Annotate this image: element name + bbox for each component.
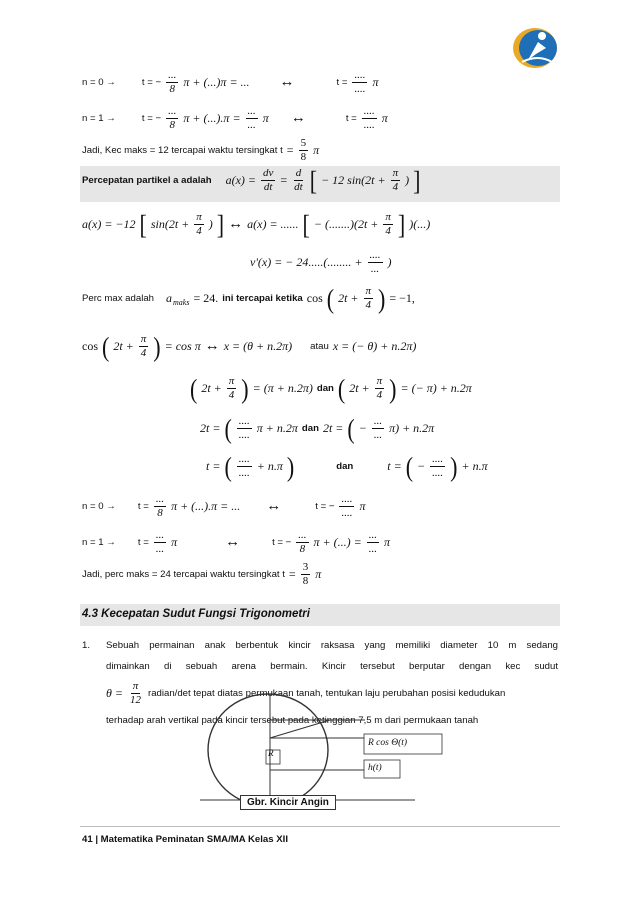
- expr: v'(x) = − 24.....(........ +: [250, 255, 363, 269]
- expr: = cos π: [164, 339, 201, 353]
- theta-eq: θ =: [106, 686, 123, 700]
- fraction: $\frac{\pi}{4}$: [196, 211, 202, 237]
- n-label: n = 0 →: [82, 501, 116, 512]
- expr: 2t =: [200, 421, 221, 435]
- eq: =: [280, 173, 288, 187]
- expr: sin(2t +: [150, 217, 190, 231]
- label-r: R: [268, 748, 274, 758]
- fraction: $\frac{5}{8}$: [300, 137, 307, 163]
- expr: 2t +: [338, 291, 359, 305]
- fraction: $\frac{...}{...}$: [368, 529, 377, 555]
- fraction: $\frac{\pi}{4}$: [385, 211, 391, 237]
- perc-max-line: Perc max adalah a maks = 24. ini tercapai ketika cos ( 2t + $\frac{\pi}{4}$ ) = −1,: [82, 282, 415, 314]
- pi: π: [315, 567, 322, 581]
- paren: ): [405, 173, 410, 187]
- fraction: $\frac{....}{....}$: [432, 453, 444, 479]
- pi: π: [359, 499, 366, 513]
- minus: −: [417, 459, 426, 473]
- fraction: $\frac{\pi}{4}$: [392, 167, 399, 193]
- label-h: h(t): [368, 763, 382, 773]
- acceleration-label: Percepatan partikel a adalah: [82, 175, 212, 186]
- conclusion-velocity: [82, 138, 319, 163]
- expr: 2t +: [201, 381, 222, 395]
- dan-text: dan: [301, 423, 319, 434]
- paren: ): [208, 217, 213, 231]
- iff-arrow-icon: ↔: [228, 216, 244, 232]
- paren: ): [387, 255, 392, 269]
- expr: x = (θ + n.2π): [223, 339, 293, 353]
- problem-line: Sebuah permainan anak berbentuk kincir raksasa yang memiliki diameter 10 m sedang: [106, 640, 558, 651]
- fraction: $\frac{...}{...}$: [247, 105, 256, 131]
- fraction: $\frac{...}{...}$: [155, 529, 165, 555]
- fraction: $\frac{....}{....}$: [363, 105, 375, 131]
- fraction: $\frac{\pi}{4}$: [140, 333, 147, 359]
- t-eq: t = −: [272, 537, 292, 548]
- expr: 2t +: [113, 339, 134, 353]
- fraction: $\frac{...}{...}$: [373, 415, 383, 441]
- fraction: $\frac{\pi}{4}$: [228, 375, 235, 401]
- expr: π + (...) =: [313, 535, 362, 549]
- t-eq: t = −: [315, 501, 335, 512]
- fraction: $\frac{...}{8}$: [298, 529, 307, 555]
- expr: + n.π: [461, 459, 488, 473]
- fraction: $\frac{....}{....}$: [354, 69, 366, 95]
- minus: −: [358, 421, 367, 435]
- fraction: $\frac{3}{8}$: [302, 561, 309, 587]
- t-eq: t =: [336, 77, 348, 88]
- pi: π: [372, 75, 379, 89]
- expr: π + (...).π =: [183, 111, 241, 125]
- line-n0-b: [82, 494, 366, 519]
- eq: =: [286, 143, 294, 157]
- expr: π + n.2π: [256, 421, 298, 435]
- t-eq: t = −: [141, 113, 162, 124]
- t-eq: t =: [345, 113, 357, 124]
- expr: 2t +: [349, 381, 370, 395]
- reading-figure-logo-icon: [508, 24, 562, 72]
- expr: x = (− θ) + n.2π): [332, 339, 417, 353]
- t-eq: t = −: [141, 77, 162, 88]
- dan-text: dan: [336, 461, 354, 472]
- n-label: n = 1 →: [82, 113, 116, 124]
- cos: cos: [82, 339, 98, 353]
- fraction: $\frac{\pi}{4}$: [376, 375, 383, 401]
- subscript: maks: [173, 298, 190, 307]
- section-title: 4.3 Kecepatan Sudut Fungsi Trigonometri: [82, 608, 310, 620]
- problem-line: radian/det tepat diatas permukaan tanah, tentukan laju perubahan posisi kedudukan: [148, 688, 506, 699]
- expr: π) + n.2π: [389, 421, 435, 435]
- problem-number: 1.: [82, 640, 91, 651]
- iff-arrow-icon: ↔: [204, 338, 220, 354]
- pi: π: [313, 143, 320, 157]
- n-label: n = 1 →: [82, 537, 116, 548]
- line-n0-a: [82, 70, 379, 95]
- expr: π + (...)π = ...: [183, 75, 250, 89]
- expr: = −1,: [389, 291, 415, 305]
- fraction: $\frac{....}{....}$: [238, 453, 250, 479]
- ferris-wheel-diagram: [200, 690, 450, 810]
- expr: π + (...).π = ...: [171, 499, 241, 513]
- pi: π: [383, 535, 390, 549]
- conclusion-acceleration: [82, 562, 321, 587]
- logo: [508, 24, 562, 72]
- footer-text: 41 | Matematika Peminatan SMA/MA Kelas XII: [82, 834, 288, 845]
- expr: − (.......)(2t +: [313, 217, 379, 231]
- fraction: $\frac{...}{8}$: [168, 105, 177, 131]
- expr: t =: [206, 459, 221, 473]
- line-n1-b: [82, 530, 390, 555]
- perc-max-text: Perc max adalah: [82, 293, 154, 304]
- expr: = (− π) + n.2π: [400, 381, 472, 395]
- fraction: $\frac{\pi}{12}$: [130, 680, 141, 706]
- expr: a(x) = ......: [247, 217, 299, 231]
- iff-arrow-icon: ↔: [290, 110, 306, 126]
- expr: a(x) = −12: [82, 217, 136, 231]
- fraction: $\frac{....}{....}$: [238, 415, 250, 441]
- condition-text: ini tercapai ketika: [222, 293, 303, 304]
- ferris-wheel-figure: [200, 690, 450, 810]
- a-var: a: [166, 291, 172, 305]
- vprime-line: [250, 250, 392, 275]
- pi: π: [171, 535, 178, 549]
- fraction: $\frac{\pi}{4}$: [365, 285, 372, 311]
- pi: π: [381, 111, 388, 125]
- acceleration-line: Percepatan partikel a adalah a(x) = $\frac{dv}{dt}$ = $\frac{d}{dt}$ [ − 12 sin(2t + $\frac{\pi}{4}$ ) ]: [82, 164, 421, 196]
- label-rcos: R cos Θ(t): [368, 738, 408, 748]
- eq: =: [288, 567, 296, 581]
- expr: = (π + n.2π): [252, 381, 313, 395]
- step1-line: ( 2t + $\frac{\pi}{4}$ ) = (π + n.2π) dan ( 2t + $\frac{\pi}{4}$ ) = (− π) + n.2π: [190, 372, 472, 404]
- expr: 2t =: [322, 421, 344, 435]
- fraction: $\frac{d}{dt}$: [294, 167, 303, 193]
- fraction: $\frac{...}{8}$: [168, 69, 177, 95]
- expr: + n.π: [256, 459, 283, 473]
- n-label: n = 0 →: [82, 77, 116, 88]
- step3-line: t = ( $\frac{....}{....}$ + n.π ) dan t = ( − $\frac{....}{....}$ ) + n.π: [206, 450, 488, 482]
- dan-text: dan: [316, 383, 334, 394]
- fraction: $\frac{...}{8}$: [155, 493, 165, 519]
- fraction: $\frac{dv}{dt}$: [263, 167, 274, 193]
- value: = 24.: [193, 291, 219, 305]
- t-eq: t =: [137, 537, 149, 548]
- conclusion-text: Jadi, Kec maks = 12 tercapai waktu tersingkat t: [82, 145, 283, 156]
- problem-line: dimainkan di sebuah arena bermain. Kincir tersebut berputar dengan kec sudut: [106, 661, 558, 672]
- expr: − 12 sin(2t +: [321, 173, 386, 187]
- cos: cos: [306, 291, 323, 305]
- t-eq: t =: [137, 501, 149, 512]
- cos-line: cos ( 2t + $\frac{\pi}{4}$ ) = cos π ↔ x = (θ + n.2π) atau x = (− θ) + n.2π): [82, 330, 417, 362]
- iff-arrow-icon: ↔: [225, 534, 241, 550]
- footer-rule: [80, 826, 560, 827]
- fraction: $\frac{....}{...}$: [369, 249, 381, 275]
- fraction: $\frac{....}{....}$: [341, 493, 353, 519]
- step2-line: 2t = ( $\frac{....}{....}$ π + n.2π dan 2t = ( − $\frac{...}{...}$ π) + n.2π: [200, 412, 435, 444]
- pi: π: [262, 111, 269, 125]
- iff-arrow-icon: ↔: [266, 498, 282, 514]
- ax: a(x) =: [225, 173, 256, 187]
- atau-text: atau: [310, 341, 329, 352]
- expr: )(...): [409, 217, 431, 231]
- conclusion-text: Jadi, perc maks = 24 tercapai waktu tersingkat t: [82, 569, 285, 580]
- iff-arrow-icon: ↔: [279, 74, 295, 90]
- ax-line: a(x) = −12 [ sin(2t + $\frac{\pi}{4}$ ) ] ↔ a(x) = ...... [ − (.......)(2t + $\frac{\pi}{4}$ ] )(...): [82, 208, 431, 240]
- problem-line: terhadap arah vertikal pada kincir tersebut pada ketinggian 7,5 m dari permukaan tanah: [106, 715, 479, 726]
- line-n1-a: [82, 106, 388, 131]
- figure-caption: Gbr. Kincir Angin: [240, 795, 336, 810]
- expr: t =: [387, 459, 402, 473]
